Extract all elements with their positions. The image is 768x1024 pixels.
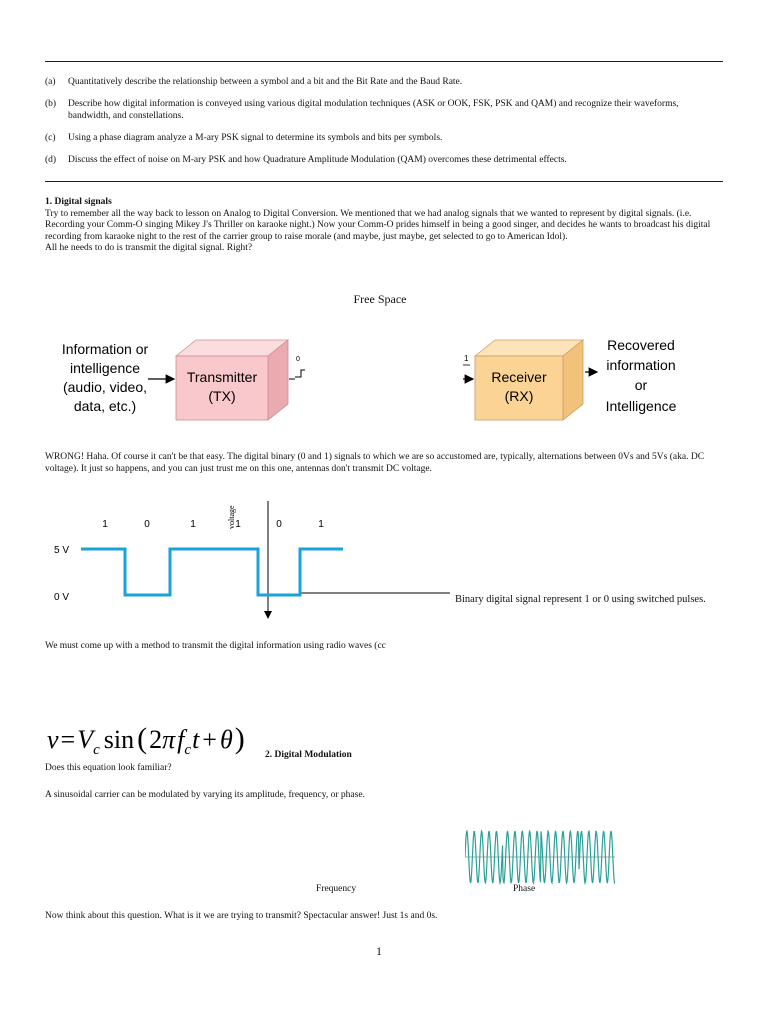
- tx-bit: 0: [296, 356, 300, 363]
- digital-signal-plot: [45, 495, 505, 625]
- bit-label: 1: [190, 519, 196, 530]
- block-diagram: [45, 330, 695, 430]
- phase-label: Phase: [513, 884, 536, 894]
- section1-question: All he needs to do is transmit the digital signal. Right?: [45, 243, 253, 253]
- closing-sentence: Now think about this question. What is it we are trying to transmit? Spectacular answer! Just 1s and 0s.: [45, 911, 438, 921]
- tx-label-1: Transmitter: [186, 369, 258, 385]
- recovered-line-3: or: [634, 377, 648, 393]
- tx-output-pulse: [295, 370, 305, 377]
- objective-label: (d): [45, 155, 57, 165]
- rx-bit: 1: [464, 354, 469, 363]
- info-line-3: (audio, video,: [62, 379, 148, 395]
- objective-text: Quantitatively describe the relationship between a symbol and a bit and the Bit Rate and the Baud Rate.: [68, 77, 463, 87]
- top-rule: [45, 61, 723, 62]
- free-space-label: [320, 292, 440, 307]
- section1-paragraph: Try to remember all the way back to lesson on Analog to Digital Conversion. We mentioned that we had analog signals that we wanted to represent by digital signals. (i.e. Recording your Comm-O singing Mikey J's Thriller on karaoke night.) Now your Comm-O prides himself in being a good singer, and decides he wants to broadcast his digital recording from karaoke night to the rest of the carrier group to raise morale (and maybe, just maybe, get selected to go to American Idol).: [45, 208, 711, 242]
- must-paragraph: We must come up with a method to transmit the digital information using radio waves (cc: [45, 641, 386, 651]
- info-line-2: intelligence: [69, 360, 141, 376]
- page-number: 1: [376, 944, 382, 958]
- bit-label: 0: [276, 519, 282, 530]
- info-line-4: data, etc.): [73, 398, 137, 414]
- free-space-text: Free Space: [353, 292, 407, 306]
- equation-text: $v=V_c$ $\sin (2\pi f_ct + \theta)$: [47, 722, 245, 758]
- objective-text: Describe how digital information is conveyed using various digital modulation techniques (ASK or OOK, FSK, PSK and QAM) and recognize their waveforms, bandwidth, and constellations.: [68, 99, 679, 121]
- bit-label: 1: [102, 519, 108, 530]
- signal-caption: Binary digital signal represent 1 or 0 using switched pulses.: [455, 594, 706, 605]
- wrong-paragraph: WRONG! Haha. Of course it can't be that easy. The digital binary (0 and 1) signals to which we are so accustomed are, typically, alternations between 0Vs and 5Vs (aka. DC voltage). It just so happens, and you can just trust me on this one, antennas don't transmit DC voltage.: [45, 452, 705, 474]
- signal-waveform: [81, 549, 343, 595]
- objective-label: (c): [45, 133, 56, 143]
- bit-label: 1: [318, 519, 324, 530]
- carrier-equation: [45, 716, 275, 766]
- recovered-line-2: information: [606, 357, 676, 373]
- section1-block: [45, 197, 725, 255]
- section2-heading: 2. Digital Modulation: [265, 750, 352, 760]
- frequency-label: Frequency: [316, 884, 357, 894]
- level-high: 5 V: [54, 545, 70, 556]
- recovered-line-4: Intelligence: [605, 398, 677, 414]
- objective-label: (a): [45, 77, 56, 87]
- level-low: 0 V: [54, 592, 70, 603]
- objective-label: (b): [45, 99, 57, 109]
- recovered-line-1: Recovered: [607, 337, 675, 353]
- y-axis-label: voltage: [227, 505, 236, 529]
- receiver-box: [475, 340, 583, 420]
- objective-text: Discuss the effect of noise on M-ary PSK and how Quadrature Amplitude Modulation (QAM) overcomes these detrimental effects.: [68, 155, 567, 165]
- tx-label-2: (TX): [208, 388, 236, 404]
- carrier-sentence: A sinusoidal carrier can be modulated by varying its amplitude, frequency, or phase.: [45, 790, 365, 800]
- section1-heading: 1. Digital signals: [45, 197, 112, 207]
- bit-label: 1: [235, 519, 241, 530]
- transmitter-box: [176, 340, 288, 420]
- objective-text: Using a phase diagram analyze a M-ary PSK signal to determine its symbols and bits per symbols.: [68, 133, 443, 143]
- rx-label-2: (RX): [504, 388, 534, 404]
- section-rule: [45, 181, 723, 182]
- info-line-1: Information or: [61, 341, 149, 357]
- equation-note: Does this equation look familiar?: [45, 763, 172, 773]
- phase-modulation-waveform: [465, 825, 615, 889]
- axis-arrow: [264, 611, 272, 619]
- rx-label-1: Receiver: [491, 369, 547, 385]
- bit-label: 0: [144, 519, 150, 530]
